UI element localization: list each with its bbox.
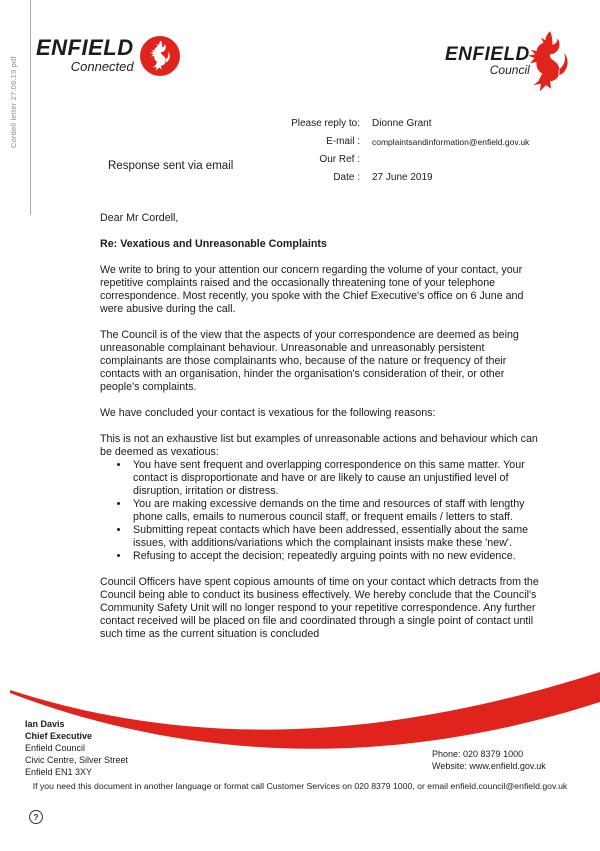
accessibility-note: If you need this document in another language or format call Customer Services on 020 8379 1000, or email enfield.council@enfield.gov.uk [32, 781, 568, 791]
meta-label: Our Ref : [319, 154, 360, 165]
signature-block [25, 718, 128, 778]
lion-roundel-icon [140, 36, 180, 76]
list-item: • You have sent frequent and overlapping correspondence on this same matter. Your contact is disproportionate and have or are likely to cause an unjustified level of disruption, irritation or distress. [130, 459, 546, 498]
salutation: Dear Mr Cordell, [100, 212, 179, 224]
red-lion-icon [524, 30, 572, 94]
letter-body [100, 212, 546, 654]
list-item: • You are making excessive demands on the time and resources of staff with lengthy phone calls, emails to numerous council staff, or frequent emails / letters to staff. [130, 498, 546, 524]
meta-value-email: complaintsandinformation@enfield.gov.uk [372, 137, 530, 147]
page-edge-divider [30, 0, 31, 215]
meta-row-our-ref [244, 154, 552, 172]
list-item: • Submitting repeat contacts which have been addressed, essentially about the same issues, with additions/variations which the complainant insists make these 'new'. [130, 524, 546, 550]
org-name: Enfield Council [25, 743, 86, 753]
subject-line: Re: Vexatious and Unreasonable Complaints [100, 238, 327, 250]
meta-value [372, 154, 552, 172]
help-icon[interactable]: ? [29, 810, 43, 824]
meta-value: 27 June 2019 [372, 172, 433, 183]
logo-right-sub: Council [489, 63, 530, 77]
logo-left-sub: Connected [70, 59, 134, 74]
white-lion-icon [147, 40, 173, 72]
org-address-line2: Enfield EN1 3XY [25, 767, 93, 777]
closing-paragraph: Council Officers have spent copious amounts of time on your contact which detracts from the Council being able to conduct its business effectively. We hereby conclude that the Council's Community Safety Unit will no longer respond to your repetitive correspondence. Any further contact received will be placed on file and coordinated through a single point of contact until such time as the current situation is concluded [100, 576, 539, 640]
meta-row-email [244, 136, 552, 154]
file-name-label: Cordell letter 27.06.19 pdf [9, 56, 18, 148]
paragraph-2: The Council is of the view that the aspects of your correspondence are deemed as being unreasonable complainant behaviour. Unreasonable and unreasonably persistent complainants are those complainants who, because of the nature or frequency of their contacts with an organisation, hinder the organisation's consideration of their, or other people's complaints. [100, 329, 519, 393]
enfield-council-logo [445, 30, 572, 94]
logo-left-name: ENFIELD [36, 35, 134, 60]
org-address-line1: Civic Centre, Silver Street [25, 755, 129, 765]
enfield-council-wordmark [445, 46, 530, 77]
list-item: • Refusing to accept the decision; repeatedly arguing points with no new evidence. [130, 550, 546, 563]
meta-row-date [244, 172, 552, 190]
logo-right-name: ENFIELD [445, 44, 530, 65]
enfield-connected-wordmark [36, 35, 134, 74]
paragraph-3: We have concluded your contact is vexatious for the following reasons: [100, 407, 436, 419]
vexatious-examples-list [100, 459, 546, 563]
list-intro: This is not an exhaustive list but examples of unreasonable actions and behaviour which can be deemed as vexatious: [100, 433, 538, 458]
meta-row-reply-to [244, 118, 552, 136]
meta-label: Date : [333, 172, 360, 183]
website-line: Website: www.enfield.gov.uk [432, 761, 546, 771]
paragraph-1: We write to bring to your attention our concern regarding the volume of your contact, your repetitive complaints raised and the occasionally threatening tone of your telephone correspondence. Most recently, you spoke with the Chief Executive's office on 6 June and were abusive during the call. [100, 264, 524, 315]
signatory-title: Chief Executive [25, 731, 93, 741]
contact-block [432, 748, 546, 772]
phone-line: Phone: 020 8379 1000 [432, 749, 524, 759]
response-channel-note: Response sent via email [108, 160, 234, 172]
meta-label: Please reply to: [291, 118, 360, 129]
enfield-connected-logo [36, 36, 180, 76]
meta-label: E-mail : [326, 136, 360, 147]
signatory-name: Ian Davis [25, 719, 65, 729]
meta-value: Dionne Grant [372, 118, 432, 129]
reply-meta-block [244, 118, 552, 190]
